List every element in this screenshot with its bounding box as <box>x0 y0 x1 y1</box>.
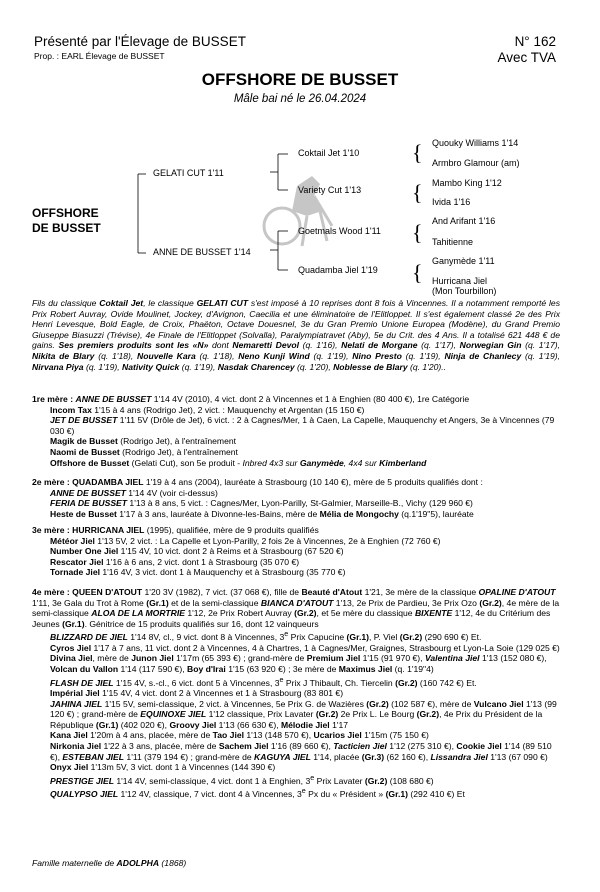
produce-row: FLASH DE JIEL 1'15 4V, s.-cl., 6 vict. dont 5 à Vincennes, 3e Prix J Thibault, Ch. Tiercelin (Gr.2) (160 742 €) Et. <box>50 675 477 688</box>
subject-line1: OFFSHORE <box>32 206 99 220</box>
produce-row: Impérial Jiel 1'15 4V, 4 vict. dont 2 à Vincennes et 1 à Strasbourg (83 801 €) <box>50 688 344 699</box>
sire-description <box>32 298 560 372</box>
produce-record: 1'14 4V (voir ci-dessus) <box>125 487 218 498</box>
produce-record: 1'15 à 4 ans (Rodrigo Jet), 2 vict. : Mauquenchy et Argentan (15 150 €) <box>91 404 365 415</box>
inbreeding: , 4x4 sur <box>343 457 380 468</box>
subject-line2: DE BUSSET <box>32 221 101 235</box>
produce-name: Heste de Busset <box>50 508 117 519</box>
produce-row: Nirkonia Jiel 1'22 à 3 ans, placée, mère de Sachem Jiel 1'16 (89 660 €), Tacticien Jiel 1'12 (275 310 €), Cookie Jiel 1'14 (89 510 €), ESTEBAN JIEL 1'11 (379 194 €) ; grand-mère de KAGUYA JIEL 1'14, placée (Gr.3) (62 160 €), Lissandra Jiel 1'13 (67 090 €) <box>50 741 552 762</box>
t: Fils du classique <box>32 298 100 308</box>
t: Coktail Jet <box>99 298 144 308</box>
gg-3: Mambo King 1'12 <box>432 178 502 188</box>
t: Nasdak Charencey <box>217 361 295 372</box>
fourth-dam-section <box>32 587 562 800</box>
gg-7: Ganymède 1'11 <box>432 256 495 266</box>
t: 1'11, 3e Gala du Trot à Rome <box>32 597 147 608</box>
gg-8-sire: (Mon Tourbillon) <box>432 286 497 296</box>
t: s'est imposé à 10 reprises dont 8 fois à Vincennes. Il a notamment remporté les Prix Robert Auvray, Ovide Moulinet, Jockey, d'Avignon, Caecilia et une éliminatoire de l'Elitloppet. Il s'est également classé 2e des Prix Henri Levesque, Bold Eagle, de Croix, Phaëton, Octave Douesnel, 3e du Gran Premio Unione Europea (Modène), du Grand Premio Giuseppe Biasuzzi (Trévise), 4e Finale de l'Elitloppet (Solvalla), Paralympiatravet (Aby), 5e du Crit. des 4 Ans. Il a totalisé 621 448 € de gains. <box>32 298 560 351</box>
produce-record: 1'16 à 6 ans, 2 vict. dont 1 à Strasbourg (35 070 €) <box>103 556 300 567</box>
dam-label: 3e mère : <box>32 525 73 535</box>
t: (q. 1'16), <box>299 340 342 351</box>
dam-record: 1'14 4V (2010), 4 vict. dont 2 à Vincennes et 1 à Enghien (80 400 €), 1re Catégorie <box>151 394 470 404</box>
dam-sire: Goetmals Wood 1'11 <box>298 226 381 236</box>
produce-name: Offshore de Busset <box>50 457 130 468</box>
t: (1868) <box>159 858 187 868</box>
inbreeding: Inbred 4x3 sur <box>242 457 300 468</box>
owner-line: Prop. : EARL Élevage de BUSSET <box>34 51 165 61</box>
t: (q. 1'17), <box>521 340 561 351</box>
t: (q. 1'19), <box>309 350 353 361</box>
dam-dam: Quadamba Jiel 1'19 <box>298 265 378 275</box>
produce-row: Kana Jiel 1'20m à 4 ans, placée, mère de Tao Jiel 1'13 (148 570 €), Ucarios Jiel 1'15m (75 150 €) <box>50 730 429 741</box>
presenter-line: Présenté par l'Élevage de BUSSET <box>34 34 246 49</box>
inbred-ancestor: Kimberland <box>379 457 427 468</box>
t: (Gr.2) <box>479 597 502 608</box>
produce-record: 1'13 5V, 2 vict. : La Capelle et Lyon-Parilly, 2 fois 2e à Vincennes, 2e à Enghien (72 760 €) <box>94 535 441 546</box>
t: Beauté d'Atout <box>301 587 363 597</box>
produce-record: 1'13 à 8 ans, 5 vict. : Cagnes/Mer, Lyon-Parilly, St-Galmier, Marseille-B., Vichy (129 960 €) <box>127 498 473 509</box>
produce-row: JAHINA JIEL 1'15 5V, semi-classique, 2 vict. à Vincennes, 5e Prix G. de Wazières (Gr.2) (102 587 €), mère de Vulcano Jiel 1'13 (99 120 €) ; grand-mère de EQUINOXE JIEL 1'12 classique, Prix Lavater (Gr.2) 2e Prix L. Le Bourg (Gr.2), 4e Prix du Président de la République (Gr.1) (402 020 €), Groovy Jiel 1'13 (66 630 €), Mélodie Jiel 1'17 <box>50 698 557 730</box>
t: (Gr.1) <box>146 597 169 608</box>
t: (q. 1'19), <box>83 361 123 372</box>
t: ALOA DE LA MORTRIE <box>91 608 185 619</box>
produce-row: PRESTIGE JIEL 1'14 4V, semi-classique, 4 vict. dont 1 à Enghien, 3e Prix Lavater (Gr.2) (108 680 €) <box>50 773 434 786</box>
dam-label: 1re mère : <box>32 394 76 404</box>
vat-label: Avec TVA <box>497 50 556 65</box>
produce-name: JET DE BUSSET <box>50 415 118 426</box>
t: (q. 1'20).. <box>407 361 447 372</box>
third-dam-section <box>32 525 562 578</box>
t: Nouvelle Kara <box>137 350 196 361</box>
produce-record: 1'15 4V, 10 vict. dont 2 à Reims et à Strasbourg (67 520 €) <box>118 546 344 557</box>
produce-name: Météor Jiel <box>50 535 95 546</box>
dam-name: ANNE DE BUSSET <box>75 394 152 404</box>
produce-row: Cyros Jiel 1'17 à 7 ans, 11 vict. dont 2 à Vincennes, 4 à Chartres, 1 à Cagnes/Mer, Graignes, Strasbourg et Lyon-La Soie (129 025 €) <box>50 642 560 653</box>
t: , et 5e mère du classique <box>316 608 415 619</box>
horse-subtitle: Mâle bai né le 26.04.2024 <box>233 93 367 105</box>
produce-name: Tornade Jiel <box>50 567 100 578</box>
gg-2: Armbro Glamour (am) <box>432 158 520 168</box>
produce-name: Rescator Jiel <box>50 556 104 567</box>
dam-name: QUEEN D'ATOUT <box>72 587 143 597</box>
t: Nativity Quick <box>122 361 180 372</box>
produce-row: QUALYPSO JIEL 1'12 4V, classique, 7 vict. dont 4 à Vincennes, 3e Px du « Président » (Gr.1) (292 410 €) Et <box>50 787 465 800</box>
t: , le classique <box>143 298 197 308</box>
gg-8: Hurricana Jiel <box>432 276 488 286</box>
produce-record: (q.1'19"5), lauréate <box>398 508 474 519</box>
produce-row: BLIZZARD DE JIEL 1'14 8V, cl., 9 vict. dont 8 à Vincennes, 3e Prix Capucine (Gr.1), P. Viel (Gr.2) (290 690 €) Et. <box>50 630 482 643</box>
t: Nino Presto <box>352 350 402 361</box>
produce-record: 1'11 5V (Drôle de Jet), 6 vict. : 2 à Cagnes/Mer, 1 à Caen, La Capelle, Mauquenchy et Angers, 3e à Vincennes (79 030 €) <box>50 415 555 436</box>
produce-name: Magik de Busset <box>50 436 118 447</box>
produce-name: FERIA DE BUSSET <box>50 498 128 509</box>
produce-row: Onyx Jiel 1'13m 5V, 3 vict. dont 1 à Vincennes (144 390 €) <box>50 762 276 773</box>
dam-label: 4e mère : <box>32 587 73 597</box>
t: Famille maternelle de <box>32 858 117 868</box>
sire: GELATI CUT 1'11 <box>153 168 224 178</box>
second-dam-section <box>32 477 562 519</box>
produce-record: (Rodrigo Jet), à l'entraînement <box>117 436 237 447</box>
family-note <box>32 858 186 868</box>
gg-4: Ivida 1'16 <box>432 197 471 207</box>
t: (q. 1'20), <box>294 361 334 372</box>
dam-label: 2e mère : <box>32 477 73 487</box>
dam-record: (1995), qualifiée, mère de 9 produits qualifiés <box>144 525 319 535</box>
t: (q. 1'19), <box>401 350 445 361</box>
t: 1'12, 4e du Critérium des Jeunes <box>32 608 551 629</box>
dam-record: 1'19 à 4 ans (2004), lauréate à Strasbourg (10 140 €), mère de 5 produits qualifiés dont : <box>143 477 483 487</box>
t: 1'13, 2e Prix de Pardieu, 3e Prix Ozo <box>333 597 480 608</box>
brace-2: { <box>412 180 423 205</box>
produce-name: Incom Tax <box>50 404 92 415</box>
t: Ninja de Chanlecy <box>444 350 522 361</box>
t: et de la semi-classique <box>168 597 261 608</box>
inbred-ancestor: Ganymède <box>299 457 344 468</box>
produce-record: (Rodrigo Jet), à l'entraînement <box>119 446 238 457</box>
produce-record: 1'16 4V, 3 vict. dont 1 à Mauquenchy et à Strasbourg (35 770 €) <box>99 567 346 578</box>
dam-name: QUADAMBA JIEL <box>72 477 144 487</box>
dam: ANNE DE BUSSET 1'14 <box>153 247 251 257</box>
produce-record: (Gelati Cut), son 5e produit - <box>129 457 243 468</box>
t: Nemaretti Devol <box>232 340 300 351</box>
t: . Génitrice de 15 produits qualifiés sur 16, dont 12 vainqueurs <box>84 618 319 629</box>
dam-name: HURRICANA JIEL <box>72 525 145 535</box>
t: (Gr.2) <box>294 608 317 619</box>
sire-sire: Coktail Jet 1'10 <box>298 148 360 158</box>
sire-dam: Variety Cut 1'13 <box>298 185 362 195</box>
t: Norwegian Gin <box>459 340 522 351</box>
gg-6: Tahitienne <box>432 237 474 247</box>
produce-record: 1'17 à 3 ans, lauréate à Divonne-les-Bains, mère de <box>116 508 320 519</box>
gg-5: And Arifant 1'16 <box>432 216 496 226</box>
t: OPALINE D'ATOUT <box>478 587 556 597</box>
produce-name: ANNE DE BUSSET <box>50 487 126 498</box>
t: (q. 1'18), <box>195 350 239 361</box>
t: 1'20 3V (1982), 7 vict. (37 068 €), fille de <box>142 587 302 597</box>
t: BIXENTE <box>414 608 453 619</box>
produce-row: Divina Jiel, mère de Junon Jiel 1'17m (65 393 €) ; grand-mère de Premium Jiel 1'15 (91 970 €), Valentina Jiel 1'13 (152 080 €), Volcan du Vallon 1'14 (117 590 €), Boy d'Irai 1'15 (63 920 €) ; 3e mère de Maximus Jiel (q. 1'19"4) <box>50 653 547 675</box>
produce-name: Naomi de Busset <box>50 446 120 457</box>
t: Neno Kunji Wind <box>238 350 310 361</box>
t: dont <box>208 340 233 351</box>
t: BIANCA D'ATOUT <box>260 597 334 608</box>
t: (q. 1'17), <box>417 340 460 351</box>
t: (q. 1'19), <box>521 350 561 361</box>
family-name: ADOLPHA <box>116 858 160 868</box>
gg-1: Quouky Williams 1'14 <box>432 138 519 148</box>
grandproduce-name: Mélia de Mongochy <box>319 508 399 519</box>
t: , 4e mère de la semi-classique <box>32 597 560 619</box>
t: Nikita de Blary <box>32 350 95 361</box>
brace-4: { <box>412 260 423 285</box>
t: Ses premiers produits sont les «N» <box>58 340 209 351</box>
brace-1: { <box>412 140 423 165</box>
t: (Gr.1) <box>62 618 85 629</box>
pedigree-subject <box>32 206 101 236</box>
t: (q. 1'19), <box>179 361 218 372</box>
produce-name: Number One Jiel <box>50 546 119 557</box>
fourth-dam-produce-list <box>32 629 562 799</box>
t: 1'21, 3e mère de la classique <box>362 587 479 597</box>
t: Nirvana Piya <box>32 361 84 372</box>
horse-title: OFFSHORE DE BUSSET <box>201 70 399 89</box>
t: GELATI CUT <box>196 298 248 308</box>
lot-number: N° 162 <box>514 34 556 49</box>
t: Noblesse de Blary <box>333 361 408 372</box>
brace-3: { <box>412 220 423 245</box>
t: (q. 1'18), <box>94 350 138 361</box>
first-dam-section <box>32 394 562 468</box>
t: 1'12, 2e Prix Robert Auvray <box>184 608 295 619</box>
t: Nelati de Morgane <box>341 340 418 351</box>
